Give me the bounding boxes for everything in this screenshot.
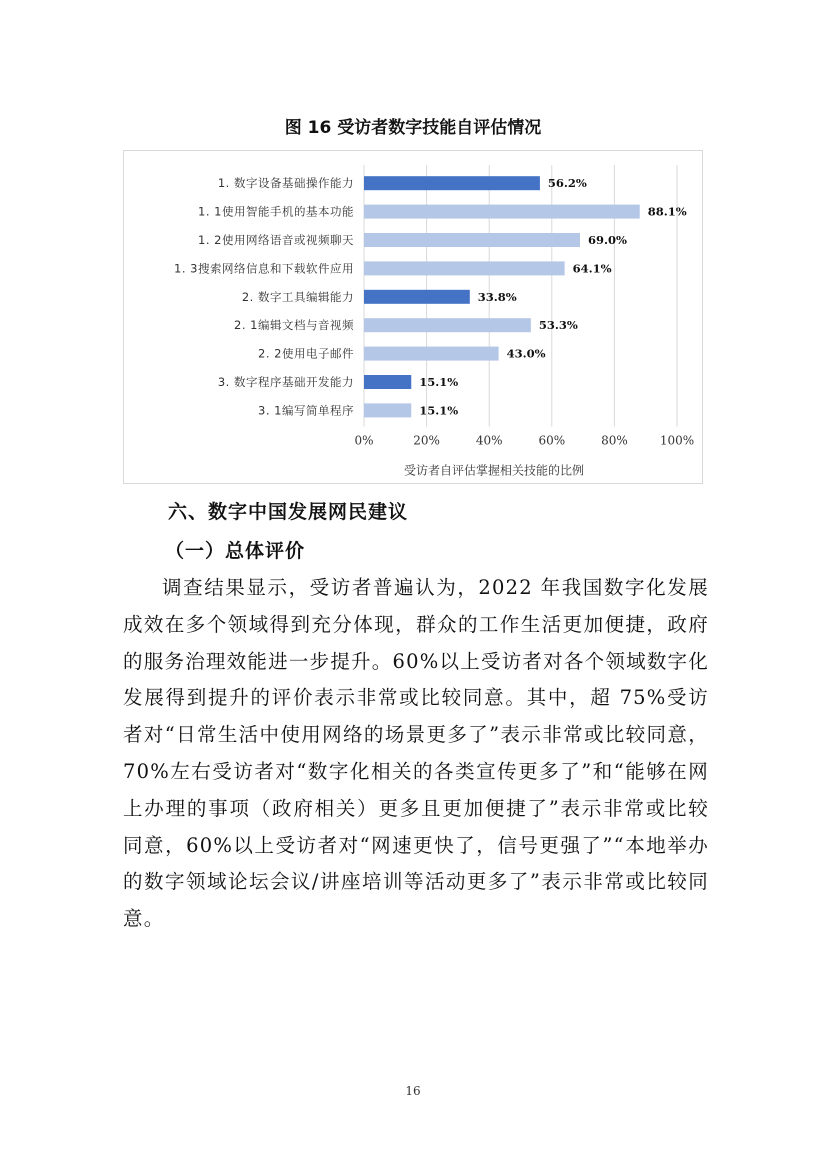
bar <box>364 205 640 219</box>
x-tick-label: 20% <box>413 433 440 448</box>
bar <box>364 347 499 361</box>
data-label: 69.0% <box>587 233 627 247</box>
category-label: 1. 数字设备基础操作能力 <box>217 176 354 191</box>
bar-chart-svg <box>124 151 702 483</box>
section-subheading: （一）总体评价 <box>165 540 306 562</box>
category-label: 3. 1编写简单程序 <box>258 403 354 418</box>
bar-chart <box>123 150 703 484</box>
bar <box>364 176 540 190</box>
data-label: 64.1% <box>572 261 612 276</box>
bar <box>364 261 565 275</box>
category-label: 1. 1使用智能手机的基本功能 <box>198 204 354 219</box>
x-tick-label: 100% <box>659 433 695 448</box>
data-label: 88.1% <box>647 204 687 219</box>
x-axis-title: 受访者自评估掌握相关技能的比例 <box>403 463 585 478</box>
body-paragraph: 调查结果显示，受访者普遍认为，2022 年我国数字化发展成效在多个领域得到充分体现，群众的工作生活更加便捷，政府的服务治理效能进一步提升。60%以上受访者对各个领域数字化发展得到提升的评价表示非常或比较同意。其中，超 75%受访者对“日常生活中使用网络的场景更多了”表示非常或比较同意，70%左右受访者对“数字化相关的各类宣传更多了”和“能够在网上办理的事项（政府相关）更多且更加便捷了”表示非常或比较同意，60%以上受访者对“网速更快了，信号更强了”“本地举办的数字领域论坛会议/讲座培训等活动更多了”表示非常或比较同意。 <box>123 576 709 931</box>
data-label: 53.3% <box>538 318 578 333</box>
section-heading: 六、数字中国发展网民建议 <box>168 501 409 523</box>
bar <box>364 318 531 332</box>
x-tick-label: 0% <box>354 433 374 448</box>
category-label: 2. 数字工具编辑能力 <box>241 289 354 304</box>
figure-title: 图 16 受访者数字技能自评估情况 <box>284 118 542 138</box>
bar <box>364 290 470 304</box>
bar <box>364 375 411 389</box>
data-label: 33.8% <box>477 289 517 304</box>
category-label: 1. 2使用网络语音或视频聊天 <box>198 233 354 247</box>
category-label: 1. 3搜索网络信息和下载软件应用 <box>174 261 354 276</box>
data-label: 15.1% <box>419 375 459 389</box>
category-label: 2. 2使用电子邮件 <box>258 346 354 361</box>
body-text <box>123 570 709 938</box>
data-label: 56.2% <box>547 176 587 191</box>
page-number: 16 <box>405 1084 421 1098</box>
bar <box>364 403 411 417</box>
x-tick-label: 80% <box>601 433 628 448</box>
category-label: 3. 数字程序基础开发能力 <box>217 375 354 389</box>
x-tick-label: 40% <box>475 433 503 448</box>
x-tick-label: 60% <box>538 433 566 448</box>
bar <box>364 233 580 247</box>
data-label: 15.1% <box>419 403 459 418</box>
category-label: 2. 1编辑文档与音视频 <box>234 318 354 333</box>
data-label: 43.0% <box>506 346 546 361</box>
